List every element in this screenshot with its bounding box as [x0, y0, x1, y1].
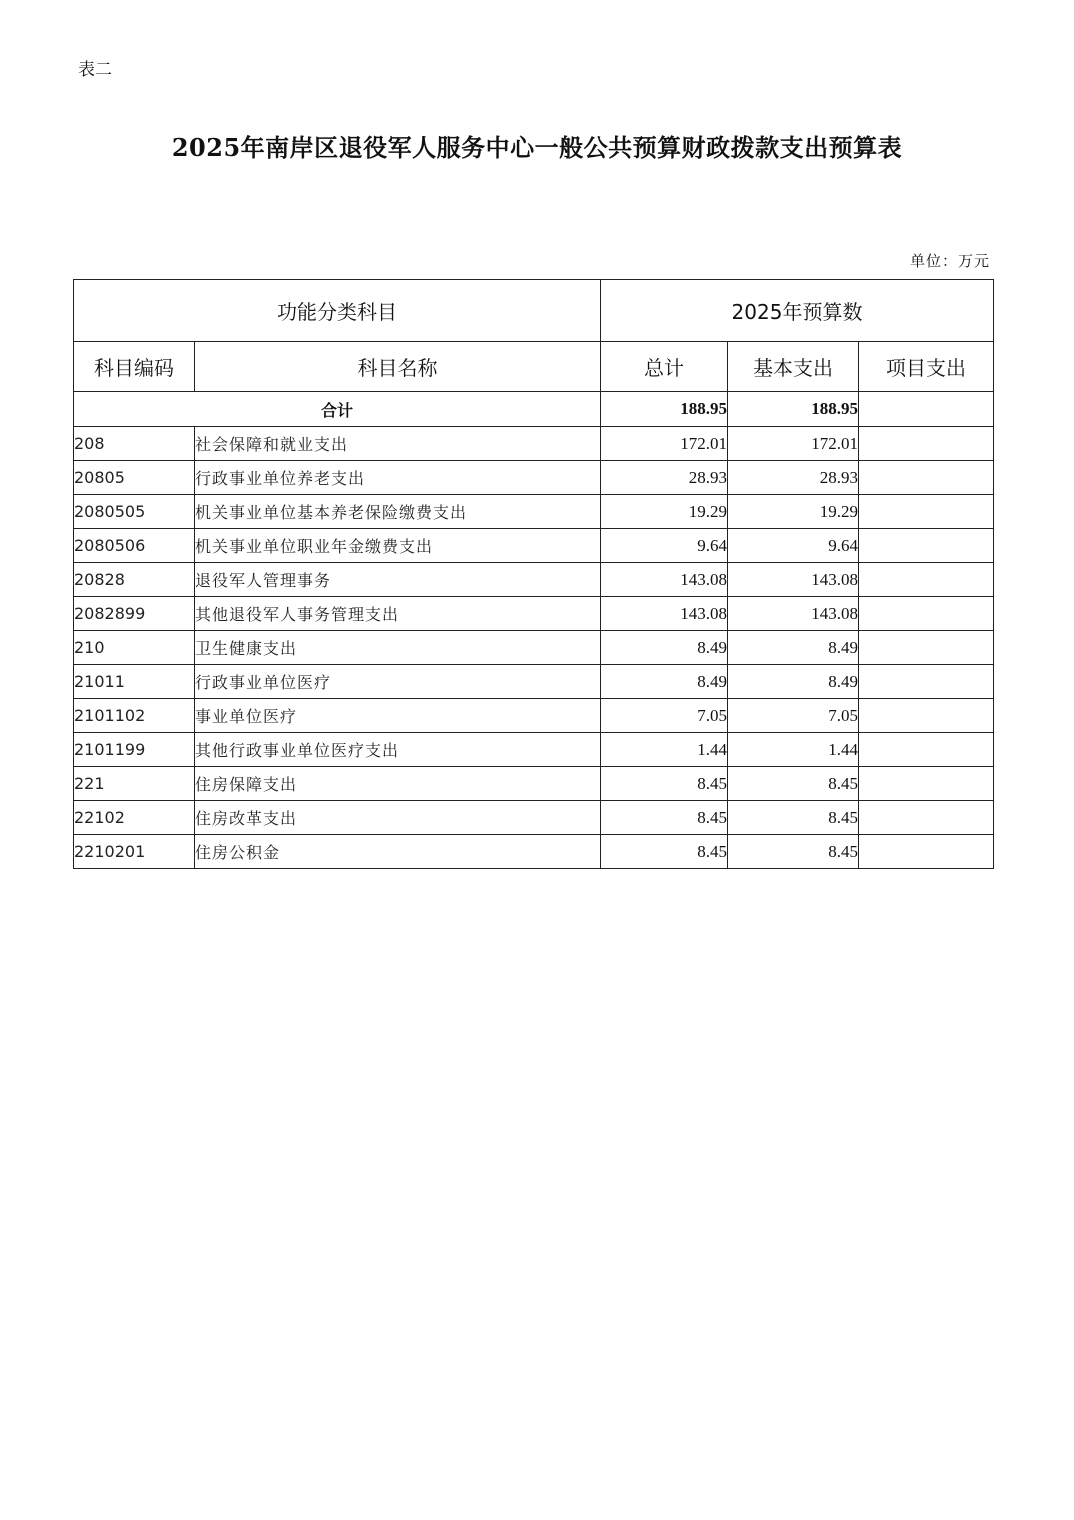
unit-label: 单位：万元 [909, 252, 990, 270]
row-code: 21011 [74, 665, 195, 699]
row-code: 2101102 [74, 699, 195, 733]
row-project [859, 665, 994, 699]
table-row [74, 699, 994, 733]
table-row [74, 529, 994, 563]
row-name: 社会保障和就业支出 [195, 427, 601, 461]
row-basic: 28.93 [728, 461, 859, 495]
row-basic: 143.08 [728, 563, 859, 597]
row-code: 208 [74, 427, 195, 461]
row-total: 143.08 [601, 563, 728, 597]
header-project: 项目支出 [859, 342, 994, 392]
row-name: 行政事业单位医疗 [195, 665, 601, 699]
row-name: 行政事业单位养老支出 [195, 461, 601, 495]
row-name: 其他行政事业单位医疗支出 [195, 733, 601, 767]
row-basic: 7.05 [728, 699, 859, 733]
row-project [859, 801, 994, 835]
row-total: 1.44 [601, 733, 728, 767]
table-row [74, 733, 994, 767]
row-code: 2210201 [74, 835, 195, 869]
budget-table [73, 279, 994, 869]
row-total: 8.45 [601, 801, 728, 835]
row-project [859, 563, 994, 597]
table-row [74, 801, 994, 835]
row-basic: 8.49 [728, 631, 859, 665]
total-amount: 188.95 [601, 392, 728, 427]
row-project [859, 461, 994, 495]
row-code: 2101199 [74, 733, 195, 767]
page-title: 2025年南岸区退役军人服务中心一般公共预算财政拨款支出预算表 [171, 133, 903, 162]
row-total: 8.49 [601, 665, 728, 699]
row-project [859, 835, 994, 869]
row-name: 退役军人管理事务 [195, 563, 601, 597]
row-total: 143.08 [601, 597, 728, 631]
row-project [859, 699, 994, 733]
header-basic: 基本支出 [728, 342, 859, 392]
total-label: 合计 [74, 392, 601, 427]
table-row [74, 665, 994, 699]
row-basic: 143.08 [728, 597, 859, 631]
row-code: 210 [74, 631, 195, 665]
row-code: 20805 [74, 461, 195, 495]
row-total: 8.45 [601, 835, 728, 869]
row-basic: 8.49 [728, 665, 859, 699]
header-code: 科目编码 [74, 342, 195, 392]
table-row [74, 563, 994, 597]
header-row-group [74, 280, 994, 342]
row-name: 卫生健康支出 [195, 631, 601, 665]
row-total: 8.45 [601, 767, 728, 801]
row-basic: 19.29 [728, 495, 859, 529]
row-basic: 8.45 [728, 801, 859, 835]
table-row [74, 461, 994, 495]
row-name: 住房公积金 [195, 835, 601, 869]
header-budget-amount: 2025年预算数 [601, 280, 994, 342]
row-project [859, 495, 994, 529]
row-name: 其他退役军人事务管理支出 [195, 597, 601, 631]
row-code: 22102 [74, 801, 195, 835]
total-project [859, 392, 994, 427]
row-total: 28.93 [601, 461, 728, 495]
row-project [859, 427, 994, 461]
row-total: 7.05 [601, 699, 728, 733]
row-total: 172.01 [601, 427, 728, 461]
row-basic: 9.64 [728, 529, 859, 563]
row-code: 2082899 [74, 597, 195, 631]
total-row [74, 392, 994, 427]
row-code: 20828 [74, 563, 195, 597]
table-row [74, 495, 994, 529]
header-row-columns [74, 342, 994, 392]
row-name: 机关事业单位职业年金缴费支出 [195, 529, 601, 563]
row-project [859, 767, 994, 801]
header-name: 科目名称 [195, 342, 601, 392]
row-code: 221 [74, 767, 195, 801]
table-row [74, 835, 994, 869]
row-name: 机关事业单位基本养老保险缴费支出 [195, 495, 601, 529]
row-basic: 8.45 [728, 835, 859, 869]
row-basic: 172.01 [728, 427, 859, 461]
header-function-category: 功能分类科目 [74, 280, 601, 342]
table-row [74, 427, 994, 461]
row-name: 住房保障支出 [195, 767, 601, 801]
total-basic: 188.95 [728, 392, 859, 427]
table-row [74, 767, 994, 801]
row-name: 事业单位医疗 [195, 699, 601, 733]
table-row [74, 631, 994, 665]
row-code: 2080506 [74, 529, 195, 563]
row-code: 2080505 [74, 495, 195, 529]
table-label: 表二 [78, 60, 112, 80]
table-row [74, 597, 994, 631]
header-total: 总计 [601, 342, 728, 392]
row-name: 住房改革支出 [195, 801, 601, 835]
row-project [859, 631, 994, 665]
row-basic: 1.44 [728, 733, 859, 767]
row-total: 19.29 [601, 495, 728, 529]
row-project [859, 733, 994, 767]
row-basic: 8.45 [728, 767, 859, 801]
row-total: 9.64 [601, 529, 728, 563]
row-project [859, 597, 994, 631]
row-total: 8.49 [601, 631, 728, 665]
row-project [859, 529, 994, 563]
